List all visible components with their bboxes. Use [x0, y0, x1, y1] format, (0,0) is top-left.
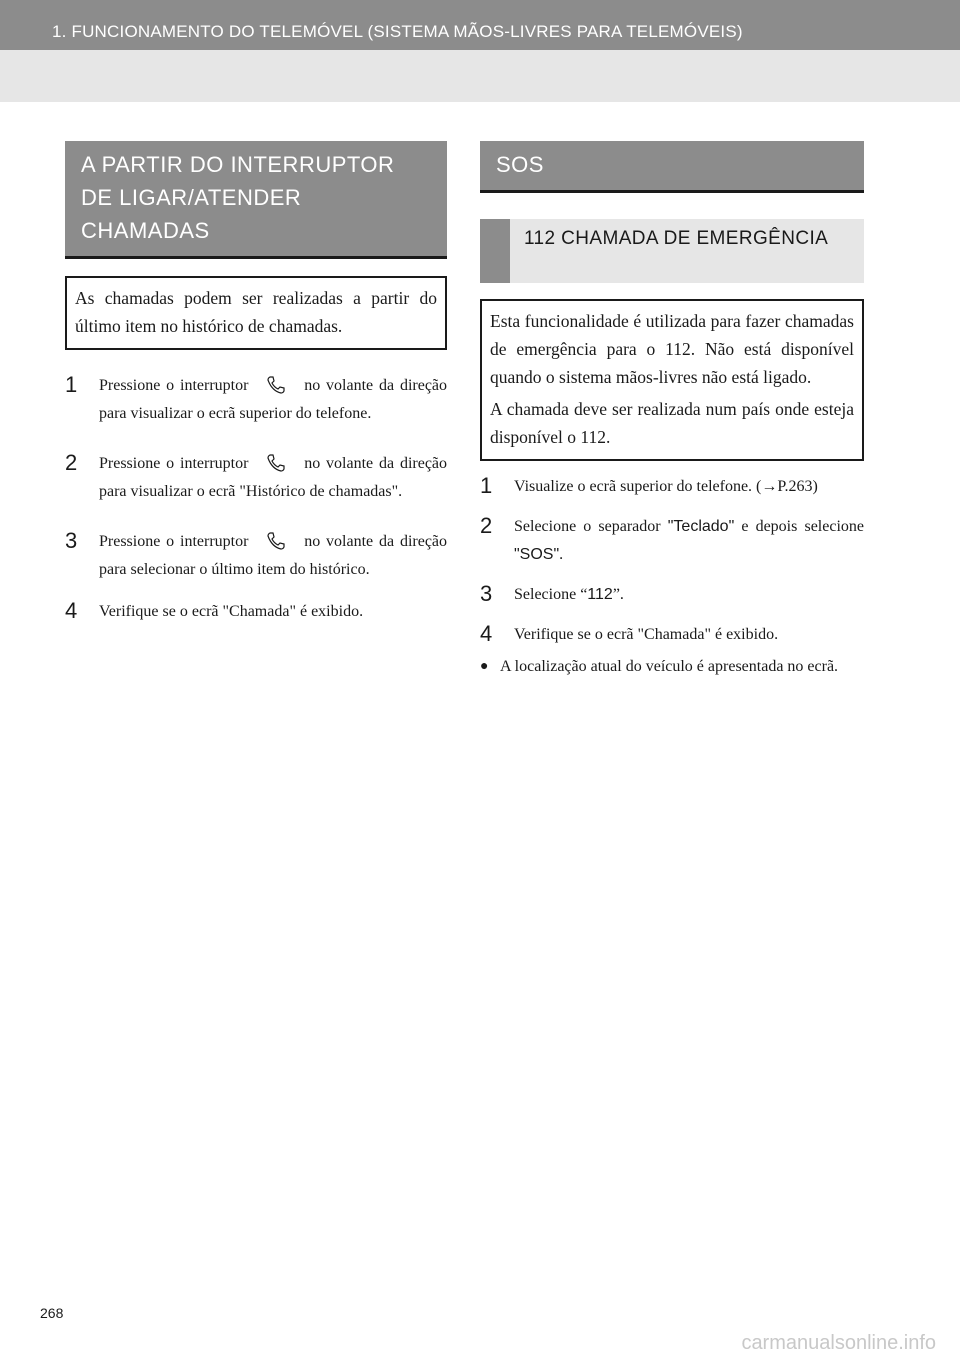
- sos-button-label: "SOS": [514, 546, 560, 563]
- bullet-dot-icon: ●: [480, 659, 489, 674]
- step-text: Verifique se o ecrã "Chamada" é exibido.: [514, 626, 779, 643]
- step-item: [65, 528, 447, 584]
- phone-icon: [254, 375, 298, 399]
- step-text: Visualize o ecrã superior do telefone. (→P.263): [514, 478, 818, 495]
- step-number: 1: [480, 473, 493, 498]
- header-bar: [0, 0, 960, 50]
- info-text: Esta funcionalidade é utilizada para fazer chamadas de emergência para o 112. Não está disponível quando o sistema mãos-livres não está ligado.: [490, 311, 854, 387]
- header-title: 1. FUNCIONAMENTO DO TELEMÓVEL (SISTEMA MÃOS-LIVRES PARA TELEMÓVEIS): [52, 22, 743, 41]
- info-text: A chamada deve ser realizada num país onde esteja disponível o 112.: [490, 399, 854, 447]
- step-item: [65, 450, 447, 506]
- step-text: [99, 372, 447, 428]
- step-text-pre: Pressione o interruptor: [99, 533, 249, 550]
- step-text-pre: Pressione o interruptor: [99, 455, 249, 472]
- step-text-pre: Selecione o separador: [514, 518, 668, 535]
- bullet-text: A localização atual do veículo é apresentada no ecrã.: [500, 658, 839, 675]
- step-text: [514, 513, 864, 569]
- step-number: 2: [480, 513, 493, 538]
- section-heading-call-switch: A PARTIR DO INTERRUPTOR DE LIGAR/ATENDER CHAMADAS: [65, 141, 447, 259]
- step-text-post: ”.: [612, 586, 624, 603]
- step-item: [480, 473, 864, 501]
- info-box-last-call: [65, 276, 447, 350]
- step-text-post: no volante da direção para visualizar o ecrã "Histórico de chamadas".: [99, 455, 448, 500]
- step-list-left: [65, 372, 447, 626]
- step-item: [480, 513, 864, 569]
- step-item: [480, 581, 864, 609]
- step-text-post: .: [559, 546, 564, 563]
- step-text-mid: e depois selecione: [734, 518, 864, 535]
- number-112-label: 112: [587, 586, 613, 603]
- phone-icon: [254, 453, 298, 477]
- step-text-pre: Pressione o interruptor: [99, 377, 249, 394]
- left-column: [65, 141, 447, 626]
- step-item: [480, 621, 864, 649]
- phone-icon: [254, 531, 298, 555]
- step-number: 3: [65, 528, 78, 553]
- keyboard-tab-label: "Teclado": [667, 518, 735, 535]
- step-text-post: no volante da direção para visualizar o ecrã superior do telefone.: [99, 377, 448, 422]
- step-number: 3: [480, 581, 493, 606]
- watermark: carmanualsonline.info: [741, 1332, 936, 1354]
- subheading-text: 112 CHAMADA DE EMERGÊNCIA: [524, 228, 829, 249]
- section-heading-sos: SOS: [480, 141, 864, 193]
- step-number: 4: [480, 621, 493, 646]
- bullet-note: [480, 653, 864, 681]
- step-text-pre: Selecione “: [514, 586, 588, 603]
- step-text: [514, 581, 864, 609]
- subheading-emergency-call: [480, 219, 864, 283]
- info-box-emergency: [480, 299, 864, 461]
- step-number: 1: [65, 372, 78, 397]
- step-text: Verifique se o ecrã "Chamada" é exibido.: [99, 603, 364, 620]
- step-text: [99, 450, 447, 506]
- step-list-right: [480, 473, 864, 649]
- page-number: 268: [40, 1305, 64, 1321]
- right-column: [480, 141, 864, 681]
- subheading-stripe: [480, 219, 510, 283]
- info-text: As chamadas podem ser realizadas a partir do último item no histórico de chamadas.: [75, 288, 437, 336]
- step-text: [99, 528, 447, 584]
- step-number: 2: [65, 450, 78, 475]
- step-text-post: no volante da direção para selecionar o último item do histórico.: [99, 533, 448, 578]
- step-number: 4: [65, 598, 78, 623]
- header-band: [0, 50, 960, 102]
- step-item: [65, 598, 447, 626]
- step-item: [65, 372, 447, 428]
